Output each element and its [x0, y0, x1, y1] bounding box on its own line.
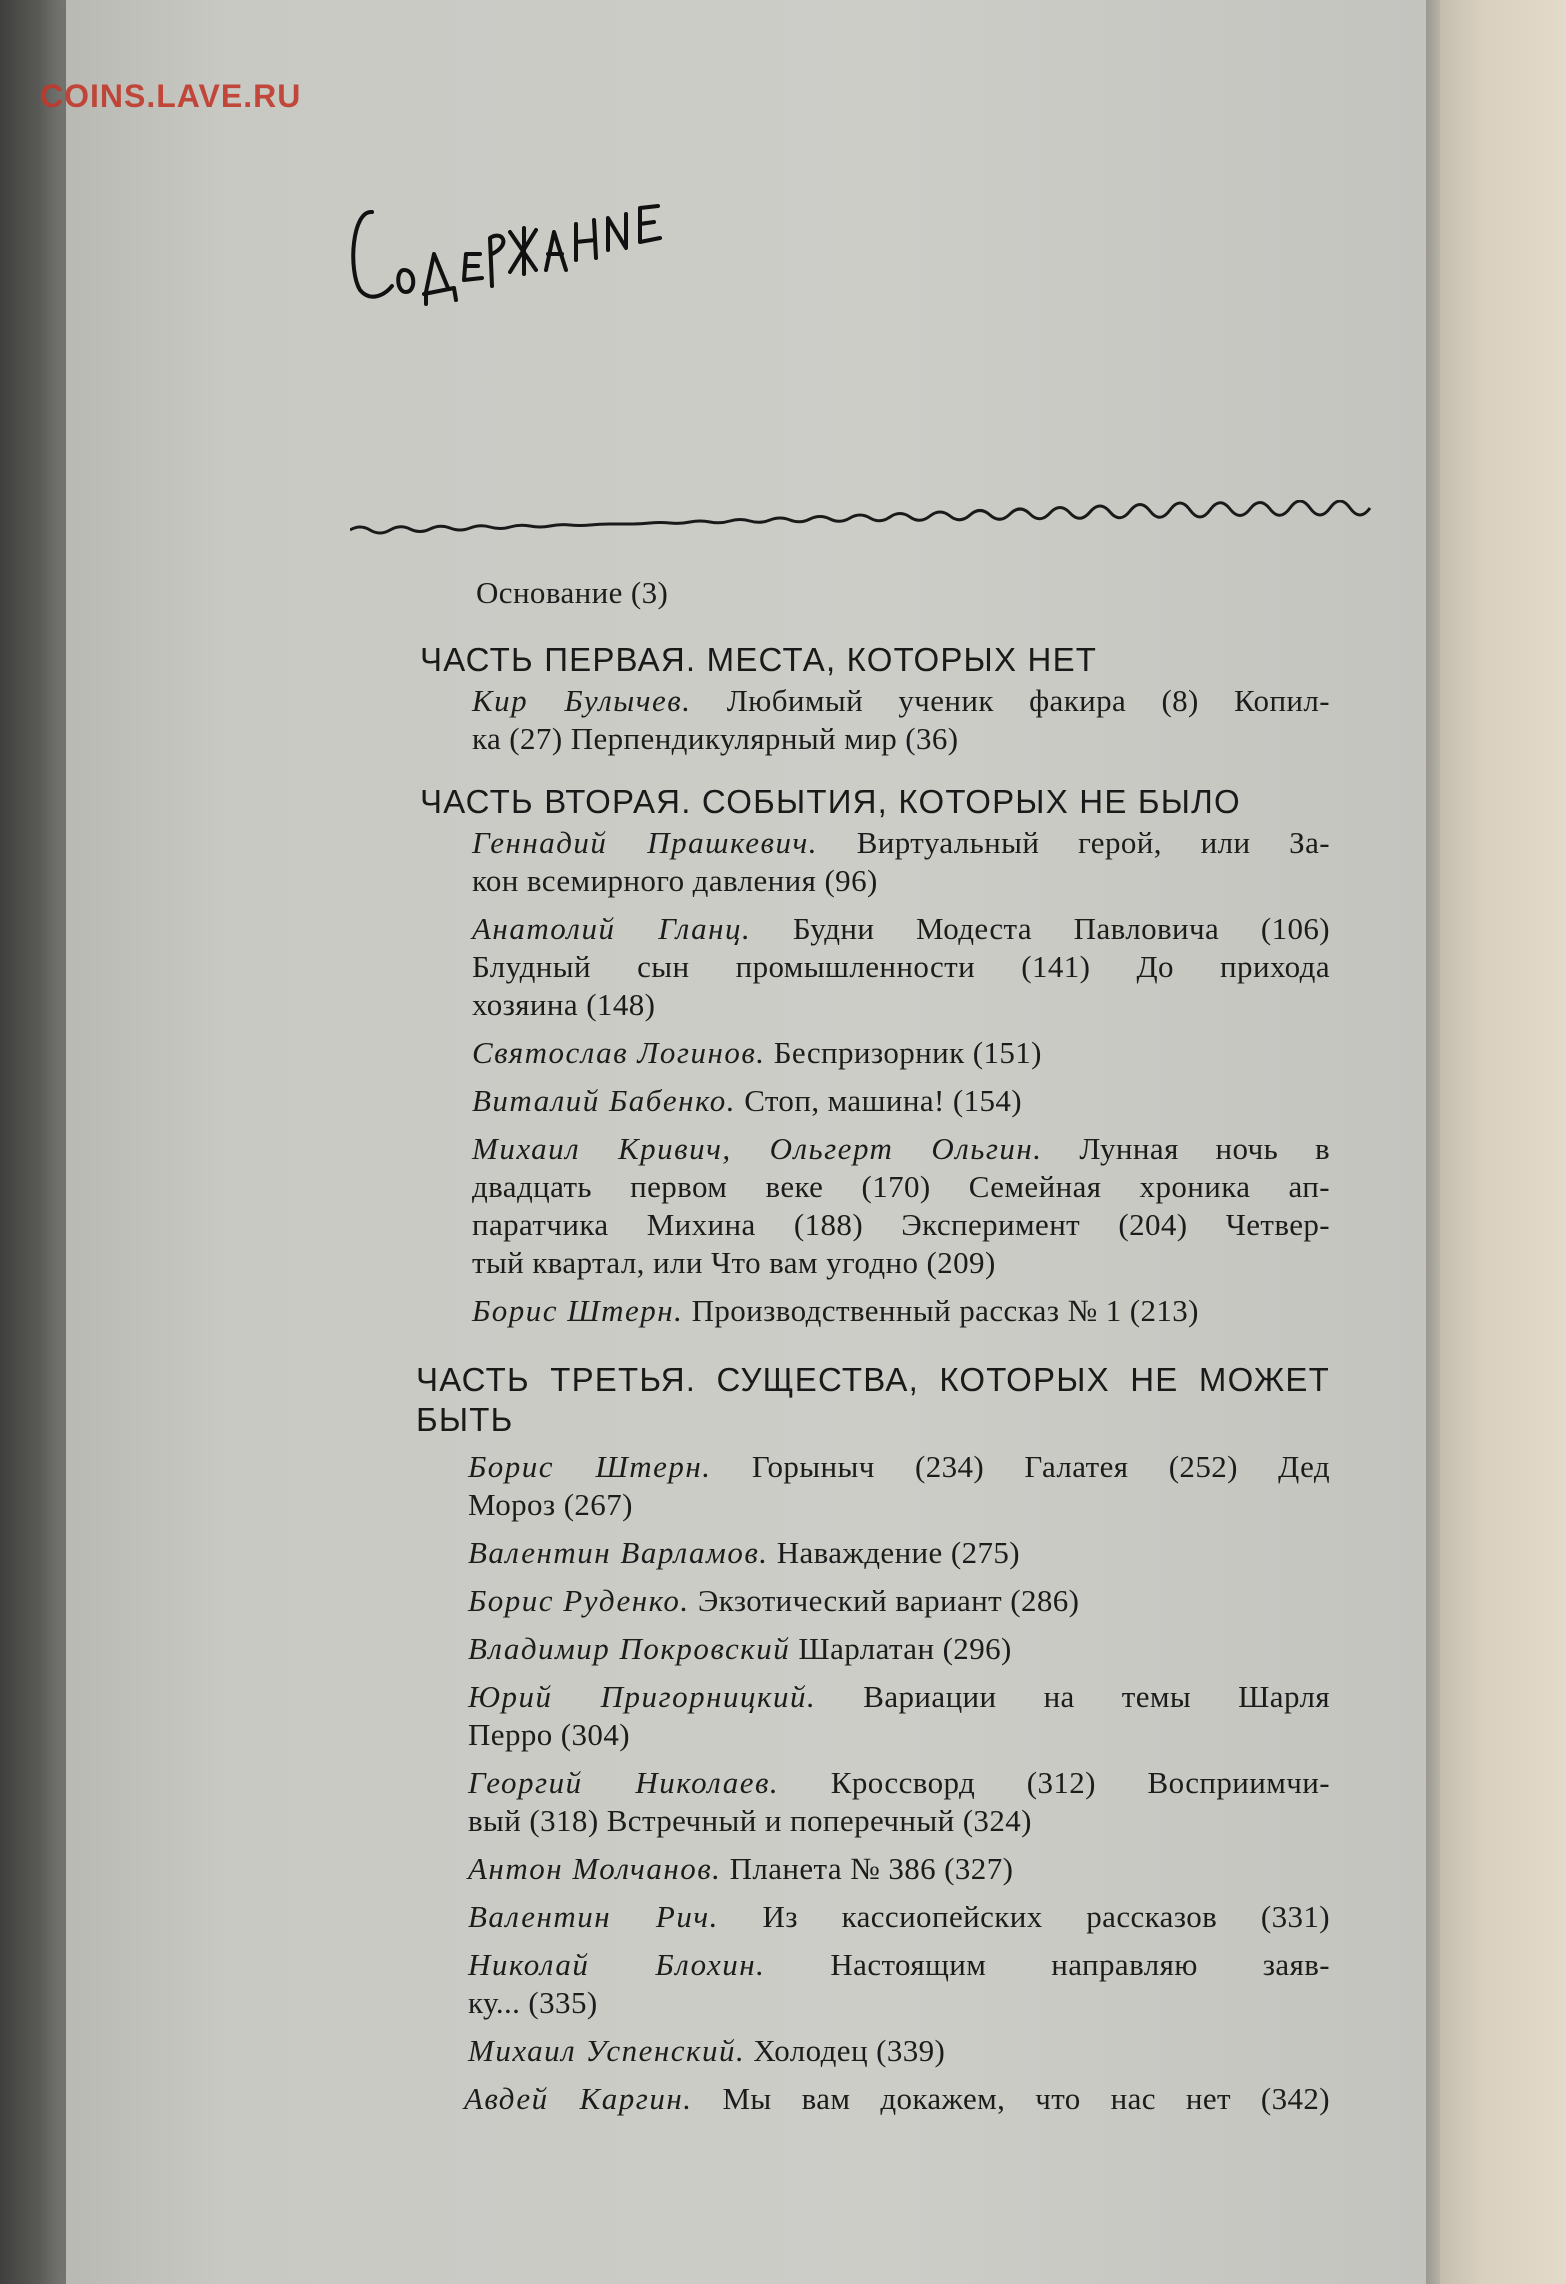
separator-rule — [350, 500, 1390, 540]
entry-text: Наваждение (275) — [776, 1535, 1021, 1570]
toc-entry — [468, 1535, 1020, 1571]
foundation-entry: Основание (3) — [476, 575, 669, 610]
entry-author: Юрий Пригорницкий. — [468, 1679, 817, 1714]
toc-entry-continuation — [472, 949, 1330, 985]
entry-text: Шарлатан (296) — [798, 1631, 1012, 1666]
entry-text: Производственный рассказ № 1 (213) — [691, 1293, 1199, 1328]
toc-entry — [468, 1583, 1079, 1619]
toc-entry — [468, 1899, 1330, 1935]
watermark: COINS.LAVE.RU — [40, 78, 302, 114]
entry-author: Кир Булычев. — [472, 683, 692, 718]
toc-entry — [468, 1631, 1012, 1667]
entry-author: Валентин Рич. — [468, 1899, 719, 1934]
toc-entry — [472, 1131, 1330, 1167]
entry-author: Владимир Покровский — [468, 1631, 791, 1666]
part-1-title: ЧАСТЬ ПЕРВАЯ. МЕСТА, КОТОРЫХ НЕТ — [420, 641, 1098, 678]
part-3-title-line2: БЫТЬ — [416, 1401, 514, 1438]
entry-author: Геннадий Прашкевич. — [472, 825, 819, 860]
entry-text: Блудный сын промышленности (141) До прихода — [472, 949, 1330, 984]
entry-author: Георгий Николаев. — [468, 1765, 780, 1800]
book-spine-shadow — [0, 0, 66, 2284]
entry-text: Вариации на темы Шарля — [863, 1679, 1330, 1714]
entry-author: Антон Молчанов. — [468, 1851, 722, 1886]
page-edge — [1426, 0, 1566, 2284]
entry-author: Николай Блохин. — [468, 1947, 766, 1982]
entry-text: Холодец (339) — [753, 2033, 946, 2068]
entry-text: вый (318) Встречный и поперечный (324) — [468, 1803, 1032, 1838]
page-edge-shadow — [1426, 0, 1440, 2284]
entry-text: Кроссворд (312) Восприимчи- — [830, 1765, 1330, 1800]
entry-text: Планета № 386 (327) — [729, 1851, 1014, 1886]
entry-author: Анатолий Гланц. — [472, 911, 752, 946]
toc-entry — [468, 1851, 1013, 1887]
toc-entry — [468, 2033, 945, 2069]
toc-entry — [472, 911, 1330, 947]
toc-entry — [472, 1035, 1042, 1071]
entry-text: Виртуальный герой, или За- — [856, 825, 1330, 860]
toc-entry — [468, 1679, 1330, 1715]
entry-text: кон всемирного давления (96) — [472, 863, 878, 898]
entry-text: Лунная ночь в — [1079, 1131, 1330, 1166]
entry-text: Экзотический вариант (286) — [697, 1583, 1080, 1618]
entry-text: Мороз (267) — [468, 1487, 633, 1522]
part-3-title — [416, 1361, 1330, 1399]
toc-entry — [472, 683, 1330, 719]
entry-text: ка (27) Перпендикулярный мир (36) — [472, 721, 959, 756]
toc-entry — [468, 1947, 1330, 1983]
entry-author: Валентин Варламов. — [468, 1535, 769, 1570]
handwritten-heading — [340, 120, 740, 320]
entry-author: Борис Штерн. — [472, 1293, 684, 1328]
entry-text: двадцать первом веке (170) Семейная хроника ап- — [472, 1169, 1330, 1204]
entry-author: Борис Штерн. — [468, 1449, 712, 1484]
entry-author: Борис Руденко. — [468, 1583, 690, 1618]
entry-text: тый квартал, или Что вам угодно (209) — [472, 1245, 996, 1280]
entry-text: Будни Модеста Павловича (106) — [792, 911, 1330, 946]
toc-entry — [472, 1293, 1199, 1329]
part-2-title: ЧАСТЬ ВТОРАЯ. СОБЫТИЯ, КОТОРЫХ НЕ БЫЛО — [420, 783, 1241, 820]
toc-entry — [468, 1449, 1330, 1485]
part-3-title-line1: ЧАСТЬ ТРЕТЬЯ. СУЩЕСТВА, КОТОРЫХ НЕ МОЖЕТ — [416, 1361, 1330, 1398]
entry-author: Виталий Бабенко. — [472, 1083, 737, 1118]
entry-text: Стоп, машина! (154) — [744, 1083, 1023, 1118]
toc-entry-continuation — [472, 1207, 1330, 1243]
entry-text: Настоящим направляю заяв- — [830, 1947, 1331, 1982]
entry-text: Мы вам докажем, что нас нет (342) — [722, 2081, 1331, 2116]
entry-author: Святослав Логинов. — [472, 1035, 766, 1070]
entry-text: Перро (304) — [468, 1717, 630, 1752]
entry-author: Михаил Успенский. — [468, 2033, 746, 2068]
entry-author: Михаил Кривич, Ольгерт Ольгин. — [472, 1131, 1043, 1166]
toc-entry-continuation — [472, 1169, 1330, 1205]
entry-text: паратчика Михина (188) Эксперимент (204) Четвер- — [472, 1207, 1330, 1242]
entry-text: Любимый ученик факира (8) Копил- — [726, 683, 1331, 718]
entry-text: Беспризорник (151) — [773, 1035, 1042, 1070]
toc-entry — [468, 1765, 1330, 1801]
entry-text: ку... (335) — [468, 1985, 598, 2020]
entry-author: Авдей Каргин. — [464, 2081, 693, 2116]
entry-text: Горыныч (234) Галатея (252) Дед — [751, 1449, 1330, 1484]
entry-text: хозяина (148) — [472, 987, 656, 1022]
entry-text: Из кассиопейских рассказов (331) — [762, 1899, 1330, 1934]
toc-entry — [472, 1083, 1022, 1119]
toc-entry — [472, 825, 1330, 861]
toc-entry — [464, 2081, 1330, 2117]
